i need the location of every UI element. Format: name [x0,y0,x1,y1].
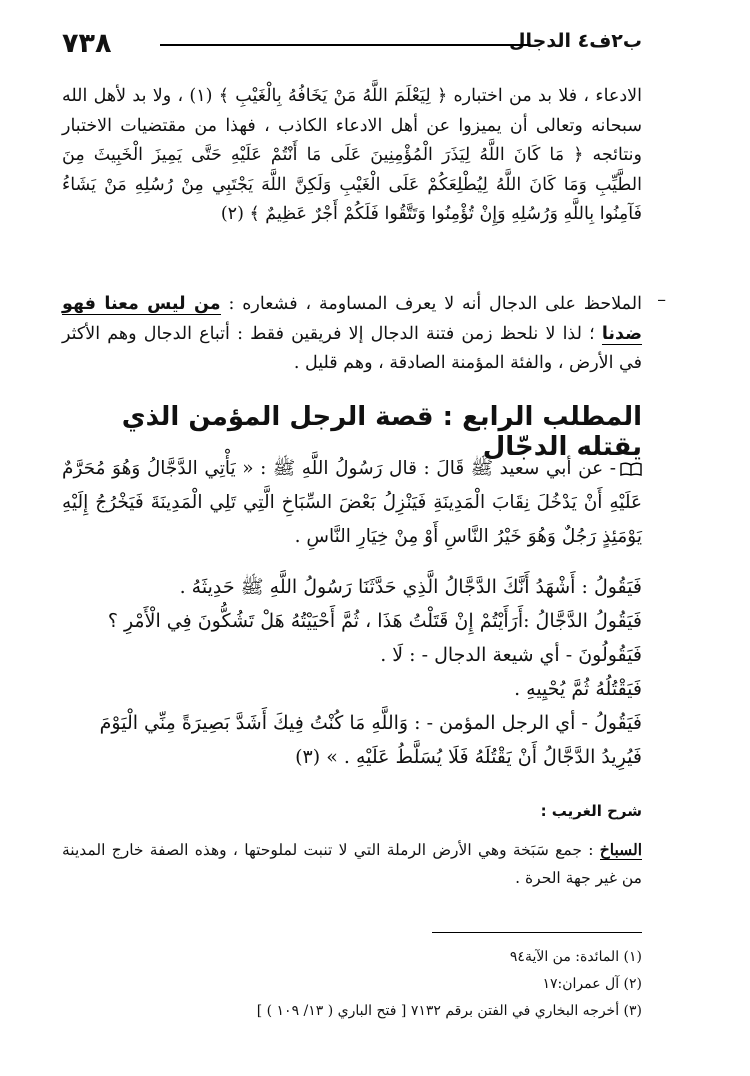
dialogue-line: فَيَقُولُونَ - أي شيعة الدجال - : لَا . [380,644,642,666]
dialogue-line: فَيَقُولُ الدَّجَّالُ :أَرَأَيْتُمْ إِنْ قَتَلْتُ هَذَا ، ثُمَّ أَحْيَيْتُهُ هَلْ تَشُكُّونَ فِي الْأَمْرِ ؟ [107,610,642,632]
dialogue-line: فَيَقُولُ : أَشْهَدُ أَنَّكَ الدَّجَّالُ الَّذِي حَدَّثَنَا رَسُولُ اللَّهِ ﷺ حَدِيثَهُ . [179,576,642,598]
observation-text-after: ؛ لذا لا نلحظ زمن فتنة الدجال إلا فريقين فقط : أتباع الدجال وهم الأكثر في الأرض ، والفئة المؤمنة الصادقة ، وهم قليل . [62,323,642,373]
observation-text-before: الملاحظ على الدجال أنه لا يعرف المساومة ، فشعاره : [220,294,642,314]
glossary-entry [62,836,642,892]
paragraph-text [62,290,642,379]
footnote-divider [432,932,642,933]
hadith-narration: - عن أبي سعيد ﷺ قَالَ : قال رَسُولُ اللَّهِ ﷺ : « يَأْتِي الدَّجَّالُ وَهُوَ مُحَرَّمٌ عَلَيْهِ أَنْ يَدْخُلَ نِقَابَ الْمَدِينَةِ فَيَنْزِلُ بَعْضَ السِّبَاخِ الَّتِي تَلِي الْمَدِينَةَ فَيَخْرُجُ إِلَيْهِ يَوْمَئِذٍ رَجُلٌ وَهُوَ خَيْرُ النَّاسِ أَوْ مِنْ خِيَارِ النَّاسِ . [62,458,642,547]
footnotes [62,944,642,1025]
chapter-title: ب٢ف٤ الدجال [509,30,642,52]
page-number: ٧٣٨ [62,28,112,59]
page [62,0,666,1076]
hadith-text [62,452,642,554]
dialogue-block [62,570,642,774]
hadith-block [62,452,642,554]
footnote: (٢) آل عمران:١٧ [542,976,642,992]
paragraph-observation [62,290,666,379]
list-dash: – [657,290,666,310]
page-header [62,18,642,60]
glossary-definition: : جمع سَبَخة وهي الأرض الرملة التي لا تنبت لملوحتها ، وهذه الصفة خارج المدينة من غير جهة الحرة . [62,841,642,887]
glossary-term: السباخ [599,840,642,859]
header-rule [160,44,530,46]
footnote: (١) المائدة: من الآية٩٤ [509,949,642,965]
footnote: (٣) أخرجه البخاري في الفتن برقم ٧١٣٢ [ فتح الباري ( ١٣/ ١٠٩ ) ] [256,1003,642,1019]
glossary-title: شرح الغريب : [540,802,642,820]
slogan-text: من ليس معنا فهو ضدنا [62,294,642,344]
dialogue-line: فَيَقُولُ - أي الرجل المؤمن - : وَاللَّهِ مَا كُنْتُ فِيكَ أَشَدَّ بَصِيرَةً مِنِّي الْيَوْمَ فَيُرِيدُ الدَّجَّالُ أَنْ يَقْتُلَهُ فَلَا يُسَلَّطُ عَلَيْهِ . » (٣) [99,712,642,768]
open-book-icon [620,462,642,476]
glossary-text [62,836,642,892]
section-title: المطلب الرابع : قصة الرجل المؤمن الذي يقتله الدجّال [121,402,642,462]
dialogue-line: فَيَقْتُلُهُ ثُمَّ يُحْيِيهِ . [514,678,642,700]
paragraph-intro [62,82,642,230]
paragraph-text: الادعاء ، فلا بد من اختباره ﴿ لِيَعْلَمَ اللَّهُ مَنْ يَخَافُهُ بِالْغَيْبِ ﴾ (١) ، ولا بد لأهل الله سبحانه وتعالى أن يميزوا عن أهل الادعاء الكاذب ، فهذا من مقتضيات الاختبار ونتائجه ﴿ مَا كَانَ اللَّهُ لِيَذَرَ الْمُؤْمِنِينَ عَلَى مَا أَنْتُمْ عَلَيْهِ حَتَّى يَمِيزَ الْخَبِيثَ مِنَ الطَّيِّبِ وَمَا كَانَ اللَّهُ لِيُطْلِعَكُمْ عَلَى الْغَيْبِ وَلَكِنَّ اللَّهَ يَجْتَبِي مِنْ رُسُلِهِ مَنْ يَشَاءُ فَآمِنُوا بِاللَّهِ وَرُسُلِهِ وَإِنْ تُؤْمِنُوا وَتَتَّقُوا فَلَكُمْ أَجْرٌ عَظِيمٌ ﴾ (٢) [62,86,642,224]
